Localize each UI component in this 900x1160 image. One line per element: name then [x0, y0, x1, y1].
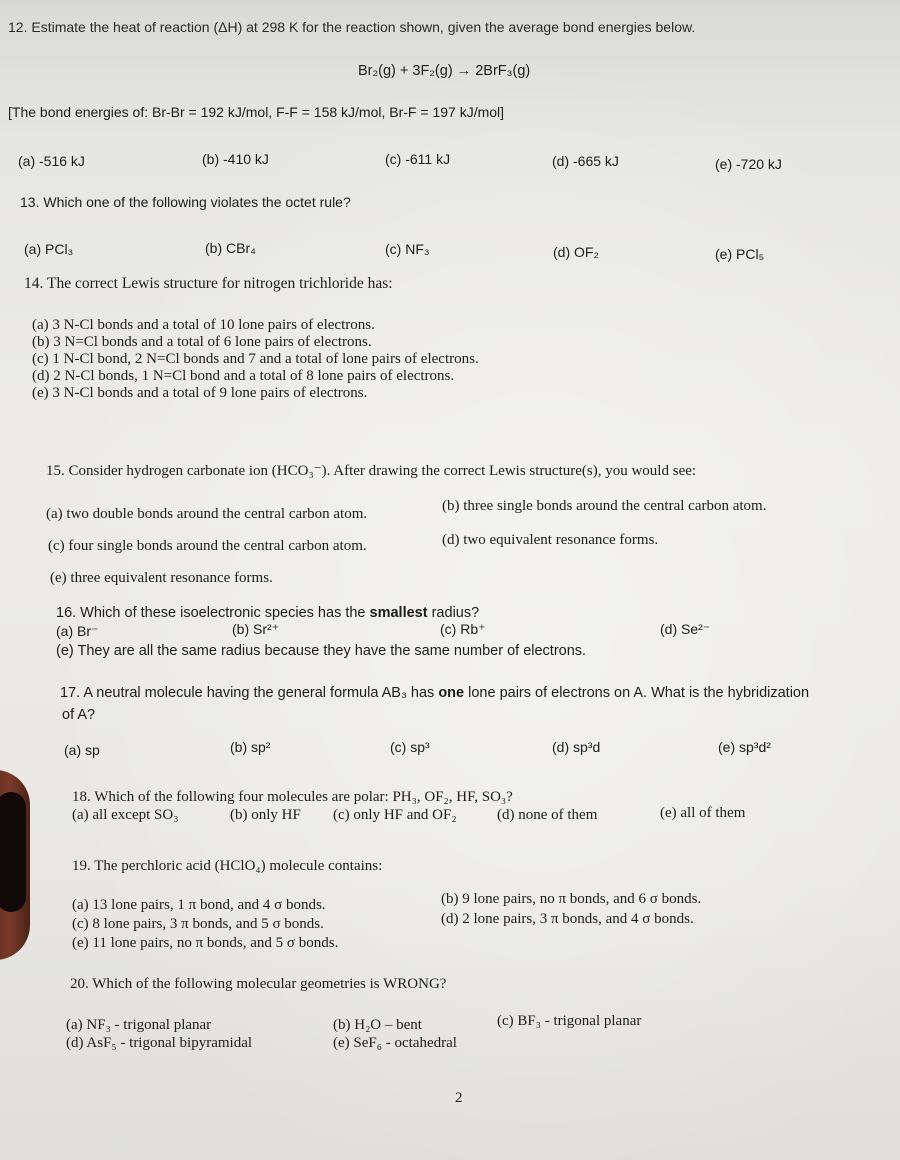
q17-stem: 17. A neutral molecule having the general formula AB₃ has one lone pairs of electrons on A. What is the hybridization [60, 685, 810, 701]
q14-option-a[interactable]: (a) 3 N-Cl bonds and a total of 10 lone pairs of electrons. [32, 317, 375, 333]
q12-stem: 12. Estimate the heat of reaction (ΔH) at 298 K for the reaction shown, given the average bond energies below. [8, 19, 696, 35]
q20-stem: 20. Which of the following molecular geometries is WRONG? [70, 976, 447, 992]
q20-option-c[interactable]: (c) BF₃ - trigonal planar [497, 1013, 642, 1029]
q13-option-d[interactable]: (d) OF₂ [553, 244, 599, 260]
q15-option-b[interactable]: (b) three single bonds around the central carbon atom. [442, 498, 767, 514]
q16-option-a[interactable]: (a) Br⁻ [56, 623, 99, 639]
q20-option-b[interactable]: (b) H₂O – bent [333, 1017, 422, 1033]
q18-option-c[interactable]: (c) only HF and OF₂ [333, 807, 457, 823]
q19-option-d[interactable]: (d) 2 lone pairs, 3 π bonds, and 4 σ bonds. [441, 911, 694, 927]
q17-option-d[interactable]: (d) sp³d [552, 739, 601, 755]
q14-stem: 14. The correct Lewis structure for nitrogen trichloride has: [24, 275, 393, 292]
q15-stem: 15. Consider hydrogen carbonate ion (HCO₃⁻). After drawing the correct Lewis structure(s), you would see: [46, 463, 697, 479]
q17-stem-cont: of A? [62, 707, 96, 723]
fingernail [0, 792, 26, 912]
q13-option-e[interactable]: (e) PCl₅ [715, 246, 765, 262]
q19-option-c[interactable]: (c) 8 lone pairs, 3 π bonds, and 5 σ bonds. [72, 916, 324, 932]
q12-option-d[interactable]: (d) -665 kJ [552, 153, 619, 169]
q16-option-e[interactable]: (e) They are all the same radius because they have the same number of electrons. [56, 643, 587, 659]
q16-option-d[interactable]: (d) Se²⁻ [660, 621, 711, 637]
q12-bond-data: [The bond energies of: Br-Br = 192 kJ/mol, F-F = 158 kJ/mol, Br-F = 197 kJ/mol] [8, 104, 505, 120]
q12-option-c[interactable]: (c) -611 kJ [385, 151, 451, 167]
q19-option-a[interactable]: (a) 13 lone pairs, 1 π bond, and 4 σ bonds. [72, 897, 326, 913]
q12-equation: Br₂(g) + 3F₂(g) → 2BrF₃(g) [358, 63, 531, 79]
q18-option-d[interactable]: (d) none of them [497, 807, 598, 823]
q13-option-c[interactable]: (c) NF₃ [385, 241, 430, 257]
q15-option-c[interactable]: (c) four single bonds around the central carbon atom. [48, 538, 367, 554]
q12-option-e[interactable]: (e) -720 kJ [715, 156, 782, 172]
q19-stem: 19. The perchloric acid (HClO₄) molecule contains: [72, 858, 383, 874]
q14-option-e[interactable]: (e) 3 N-Cl bonds and a total of 9 lone pairs of electrons. [32, 385, 368, 401]
q17-option-c[interactable]: (c) sp³ [390, 739, 430, 755]
q12-option-b[interactable]: (b) -410 kJ [202, 151, 269, 167]
q19-option-b[interactable]: (b) 9 lone pairs, no π bonds, and 6 σ bonds. [441, 891, 702, 907]
q20-option-d[interactable]: (d) AsF₅ - trigonal bipyramidal [66, 1035, 253, 1051]
q15-option-a[interactable]: (a) two double bonds around the central carbon atom. [46, 506, 368, 522]
q14-option-b[interactable]: (b) 3 N=Cl bonds and a total of 6 lone pairs of electrons. [32, 334, 372, 350]
finger-photo-occlusion [0, 770, 30, 960]
q17-option-b[interactable]: (b) sp² [230, 739, 271, 755]
q16-option-b[interactable]: (b) Sr²⁺ [232, 621, 280, 637]
q18-option-a[interactable]: (a) all except SO₃ [72, 807, 179, 823]
q15-option-d[interactable]: (d) two equivalent resonance forms. [442, 532, 659, 548]
q13-option-b[interactable]: (b) CBr₄ [205, 240, 256, 256]
q16-option-c[interactable]: (c) Rb⁺ [440, 621, 486, 637]
q15-option-e[interactable]: (e) three equivalent resonance forms. [50, 570, 273, 586]
q13-option-a[interactable]: (a) PCl₃ [24, 241, 74, 257]
q18-option-b[interactable]: (b) only HF [230, 807, 301, 823]
page-number: 2 [455, 1090, 463, 1106]
q14-option-c[interactable]: (c) 1 N-Cl bond, 2 N=Cl bonds and 7 and a total of lone pairs of electrons. [32, 351, 479, 367]
q19-option-e[interactable]: (e) 11 lone pairs, no π bonds, and 5 σ bonds. [72, 935, 339, 951]
q20-option-a[interactable]: (a) NF₃ - trigonal planar [66, 1017, 212, 1033]
q20-option-e[interactable]: (e) SeF₆ - octahedral [333, 1035, 457, 1051]
q12-option-a[interactable]: (a) -516 kJ [18, 153, 85, 169]
q17-option-e[interactable]: (e) sp³d² [718, 739, 771, 755]
q18-stem: 18. Which of the following four molecules are polar: PH₃, OF₂, HF, SO₃? [72, 789, 513, 805]
q16-stem: 16. Which of these isoelectronic species has the smallest radius? [56, 605, 480, 621]
q18-option-e[interactable]: (e) all of them [660, 805, 746, 821]
q17-option-a[interactable]: (a) sp [64, 742, 100, 758]
q13-stem: 13. Which one of the following violates the octet rule? [20, 194, 351, 210]
q14-option-d[interactable]: (d) 2 N-Cl bonds, 1 N=Cl bond and a total of 8 lone pairs of electrons. [32, 368, 455, 384]
